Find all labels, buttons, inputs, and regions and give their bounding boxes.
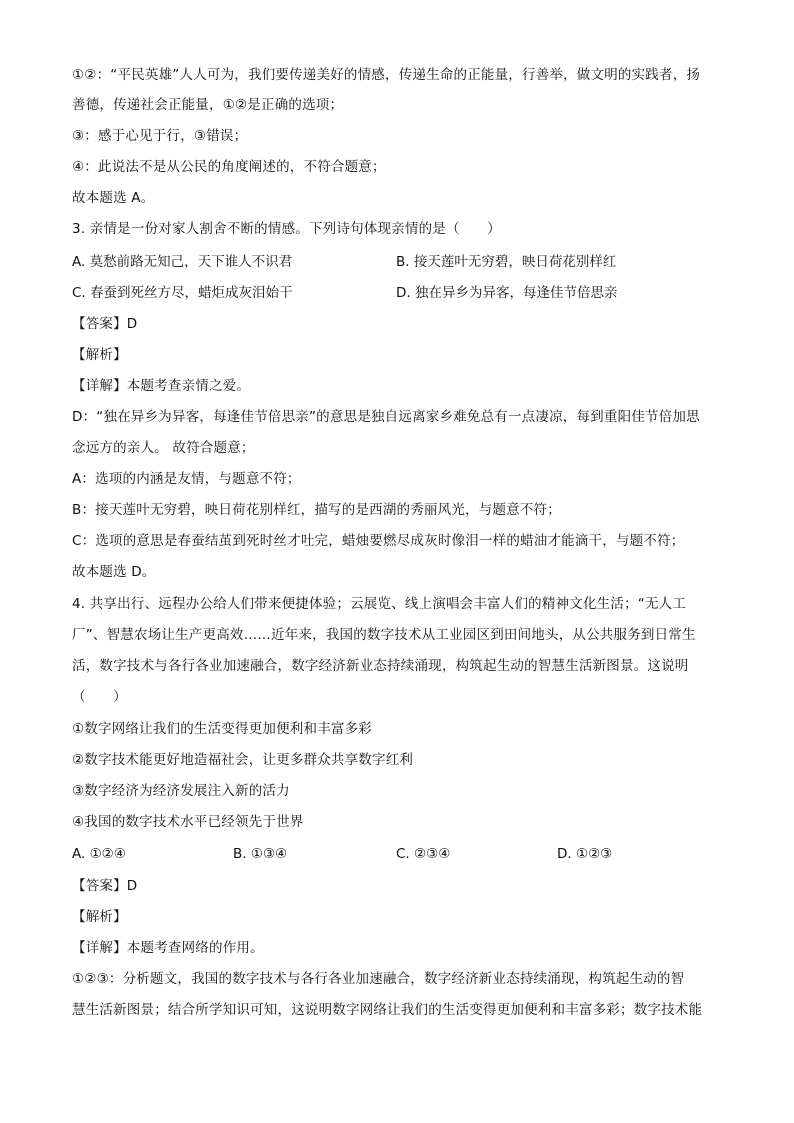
q4-statement-2: ②数字技术能更好地造福社会，让更多群众共享数字红利 <box>72 752 414 768</box>
question-4-blank: （ ） <box>72 689 127 705</box>
q3-option-d: D. 独在异乡为异客，每逢佳节倍思亲 <box>396 285 618 301</box>
q3-option-c: C. 春蚕到死丝方尽，蜡炬成灰泪始干 <box>72 285 293 301</box>
q4-answer: 【答案】D <box>72 878 138 894</box>
analysis-text: ④：此说法不是从公民的角度阐述的，不符合题意； <box>72 159 386 175</box>
analysis-text: 善德，传递社会正能量，①②是正确的选项； <box>72 97 344 113</box>
q3-analysis-label: 【解析】 <box>72 347 127 363</box>
q3-answer: 【答案】D <box>72 316 138 332</box>
q3-explanation: B：接天莲叶无穷碧，映日荷花别样红，描写的是西湖的秀丽风光，与题意不符； <box>72 502 561 518</box>
q4-option-a: A. ①②④ <box>72 846 126 862</box>
q3-option-b: B. 接天莲叶无穷碧，映日荷花别样红 <box>396 254 617 270</box>
q3-conclusion: 故本题选 D。 <box>72 564 156 580</box>
q4-statement-4: ④我国的数字技术水平已经领先于世界 <box>72 814 304 830</box>
q3-detail: 【详解】本题考查亲情之爱。 <box>72 378 251 394</box>
question-3-stem: 3. 亲情是一份对家人割舍不断的情感。下列诗句体现亲情的是（ ） <box>72 221 501 237</box>
q4-analysis-label: 【解析】 <box>72 909 127 925</box>
q4-explanation: 慧生活新图景；结合所学知识可知，这说明数字网络让我们的生活变得更加便利和丰富多彩；数字技术能 <box>72 1002 703 1018</box>
q4-statement-3: ③数字经济为经济发展注入新的活力 <box>72 783 290 799</box>
question-4-stem: 厂”、智慧农场让生产更高效……近年来，我国的数字技术从工业园区到田间地头，从公共服务到日常生 <box>72 627 696 643</box>
q4-option-d: D. ①②③ <box>557 846 613 862</box>
question-4-stem: 活，数字技术与各行各业加速融合，数字经济新业态持续涌现，构筑起生动的智慧生活新图景。这说明 <box>72 658 689 674</box>
analysis-text: ③：感于心见于行，③错误； <box>72 128 248 144</box>
q3-explanation: C：选项的意思是春蚕结茧到死时丝才吐完，蜡烛要燃尽成灰时像泪一样的蜡油才能滴干，与题不符； <box>72 533 685 549</box>
conclusion-text: 故本题选 A。 <box>72 190 155 206</box>
analysis-text: ①②：“平民英雄”人人可为，我们要传递美好的情感，传递生命的正能量，行善举，做文明的实践者，扬 <box>72 67 701 83</box>
q3-option-a: A. 莫愁前路无知己，天下谁人不识君 <box>72 254 293 270</box>
question-4-stem: 4. 共享出行、远程办公给人们带来便捷体验；云展览、线上演唱会丰富人们的精神文化生活；“无人工 <box>72 596 687 612</box>
q4-option-b: B. ①③④ <box>233 846 288 862</box>
q4-detail: 【详解】本题考查网络的作用。 <box>72 940 264 956</box>
q3-explanation: 念远方的亲人。 故符合题意； <box>72 440 255 456</box>
q3-explanation: D：“独在异乡为异客，每逢佳节倍思亲”的意思是独自远离家乡难免总有一点凄凉，每到重阳佳节倍加思 <box>72 409 700 425</box>
q3-explanation: A：选项的内涵是友情，与题意不符； <box>72 471 301 487</box>
q4-explanation: ①②③：分析题文，我国的数字技术与各行各业加速融合，数字经济新业态持续涌现，构筑起生动的智 <box>72 971 685 987</box>
q4-statement-1: ①数字网络让我们的生活变得更加便利和丰富多彩 <box>72 721 373 737</box>
q4-option-c: C. ②③④ <box>396 846 451 862</box>
